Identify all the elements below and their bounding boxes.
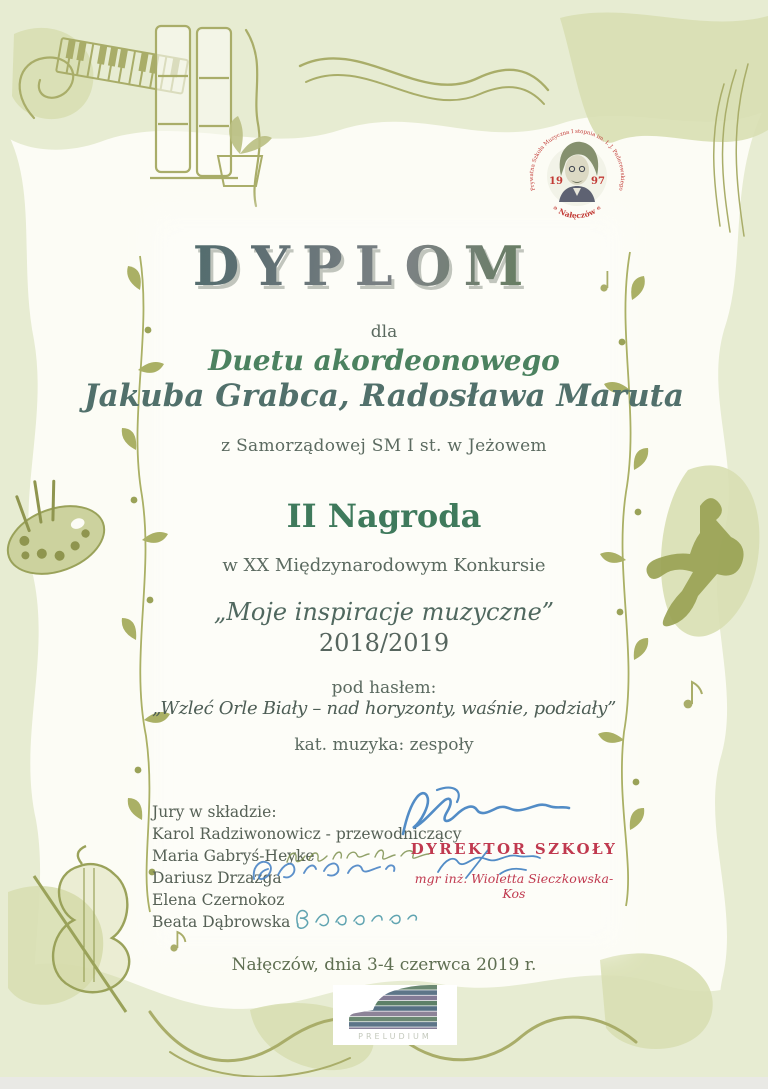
competition-line: w XX Międzynarodowym Konkursie <box>222 555 546 576</box>
scanner-edge <box>0 1077 768 1089</box>
director-name: mgr inż. Wioletta Sieczkowska-Kos <box>414 871 614 901</box>
signature-director-large <box>393 782 573 842</box>
piano-logo-icon <box>333 985 457 1031</box>
competition-edition: 2018/2019 <box>318 629 450 657</box>
diploma-title: DYPLOM <box>0 234 748 298</box>
seal-ring-text: Prywatna Szkoła Muzyczna I stopnia im. I. J. Paderewskiego <box>528 128 626 192</box>
jury-member: Maria Gabryś-Heyke <box>152 847 315 865</box>
seal-year-left: 19 <box>549 176 563 187</box>
preludium-logo <box>333 985 457 1045</box>
recipient-names: Jakuba Grabca, Radosława Maruta <box>83 378 685 414</box>
signature-dariusz-drzazga <box>248 855 398 887</box>
motto-text: „Wzleć Orle Biały – nad horyzonty, waśnie, podziały” <box>152 698 616 719</box>
preludium-logo-text: PRELUDIUM <box>358 1032 432 1041</box>
seal-bottom-text: » Nałęczów « <box>550 202 604 221</box>
jury-heading: Jury w składzie: <box>152 803 277 821</box>
recipient-group: Duetu akordeonowego <box>208 344 560 377</box>
jury-member: Beata Dąbrowska <box>152 913 291 931</box>
category-line: kat. muzyka: zespoły <box>294 735 474 755</box>
school-line: z Samorządowej SM I st. w Jeżowem <box>221 436 547 456</box>
motto-label: pod hasłem: <box>331 678 437 698</box>
date-line: Nałęczów, dnia 3-4 czerwca 2019 r. <box>231 955 537 975</box>
signature-beata-dabrowska <box>290 906 420 932</box>
school-seal <box>525 124 629 228</box>
competition-name: „Moje inspiracje muzyczne” <box>213 598 555 626</box>
jury-member: Elena Czernokoz <box>152 891 285 909</box>
jury-member: Dariusz Drzazga <box>152 869 282 887</box>
director-title: DYREKTOR SZKOŁY <box>410 840 618 858</box>
jury-member: Karol Radziwonowicz - przewodniczący <box>152 825 462 843</box>
seal-year-right: 97 <box>591 176 605 187</box>
for-label: dla <box>370 322 398 342</box>
award-title: II Nagroda <box>286 497 482 535</box>
